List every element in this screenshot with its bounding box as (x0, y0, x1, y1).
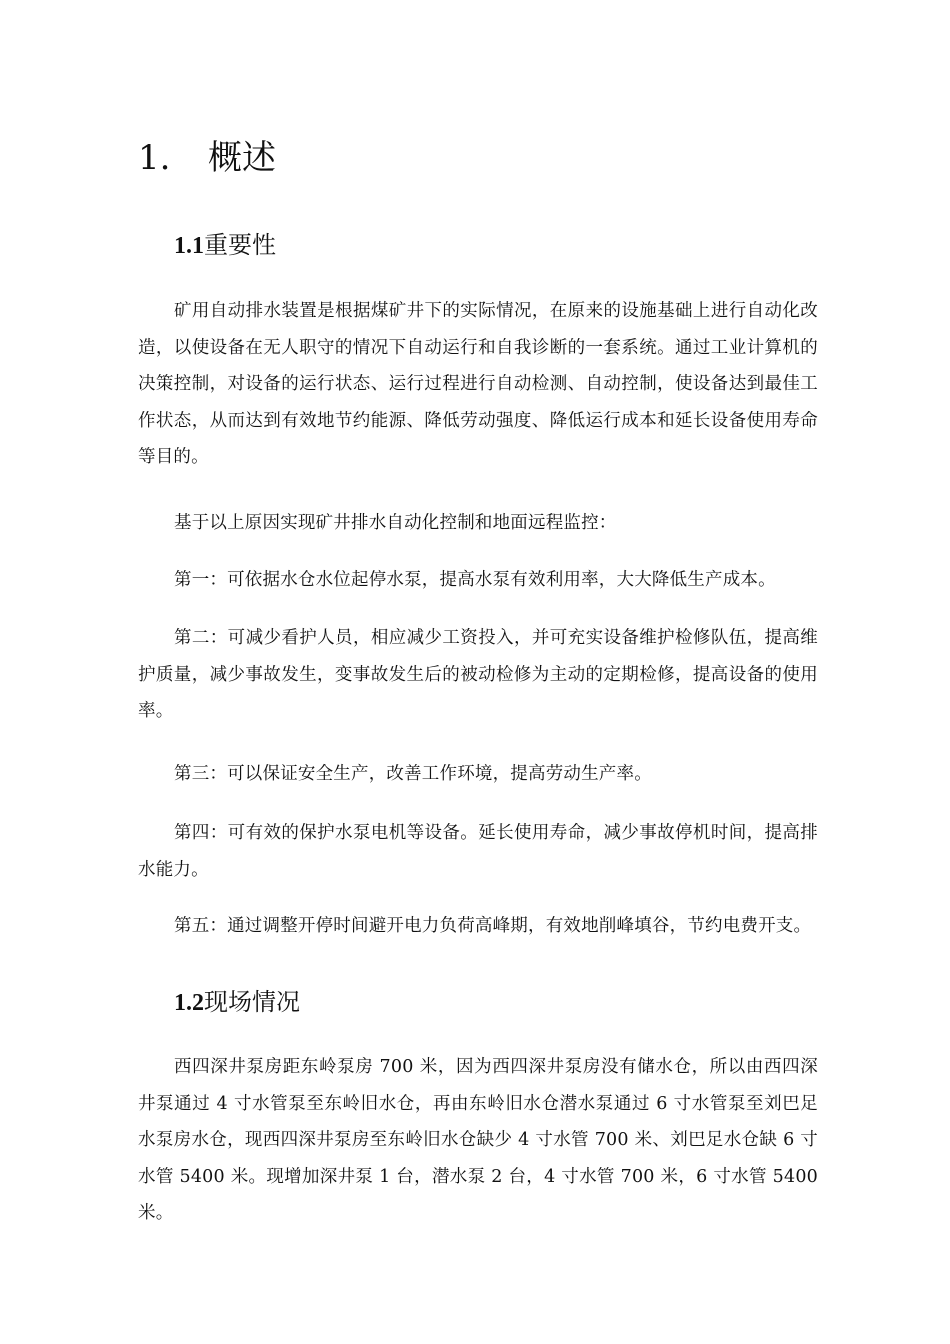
section-heading-importance (174, 229, 276, 262)
paragraph-basis: 基于以上原因实现矿井排水自动化控制和地面远程监控： (174, 513, 617, 533)
paragraph-fourth: 第四：可有效的保护水泵电机等设备。延长使用寿命，减少事故停机时间，提高排水能力。 (138, 823, 818, 880)
section-number: 1.2 (174, 990, 204, 1016)
paragraph-fifth: 第五：通过调整开停时间避开电力负荷高峰期，有效地削峰填谷，节约电费开支。 (174, 916, 812, 936)
chapter-title: 概述 (208, 138, 276, 178)
section-number: 1.1 (174, 233, 204, 259)
section-title: 重要性 (204, 231, 276, 259)
section-title: 现场情况 (204, 988, 300, 1016)
paragraph-first: 第一：可依据水仓水位起停水泵，提高水泵有效利用率，大大降低生产成本。 (174, 570, 776, 590)
paragraph-intro: 矿用自动排水装置是根据煤矿井下的实际情况，在原来的设施基础上进行自动化改造，以使设备在无人职守的情况下自动运行和自我诊断的一套系统。通过工业计算机的决策控制，对设备的运行状态、运行过程进行自动检测、自动控制，使设备达到最佳工作状态，从而达到有效地节约能源、降低劳动强度、降低运行成本和延长设备使用寿命等目的。 (138, 301, 818, 467)
paragraph-site: 西四深井泵房距东岭泵房 700 米，因为西四深井泵房没有储水仓，所以由西四深井泵通过 4 寸水管泵至东岭旧水仓，再由东岭旧水仓潜水泵通过 6 寸水管泵至刘巴足水泵房水仓，现西四深井泵房至东岭旧水仓缺少 4 寸水管 700 米、刘巴足水仓缺 6 寸水管 5400 米。现增加深井泵 1 台，潜水泵 2 台，4 寸水管 700 米，6 寸水管 5400 米。 (138, 1057, 818, 1223)
paragraph-second: 第二：可减少看护人员，相应减少工资投入，并可充实设备维护检修队伍，提高维护质量，减少事故发生，变事故发生后的被动检修为主动的定期检修，提高设备的使用率。 (138, 628, 818, 721)
section-heading-site (174, 986, 300, 1019)
paragraph-third: 第三：可以保证安全生产，改善工作环境，提高劳动生产率。 (174, 764, 652, 784)
chapter-number: 1. (138, 138, 171, 178)
chapter-heading (138, 136, 276, 180)
